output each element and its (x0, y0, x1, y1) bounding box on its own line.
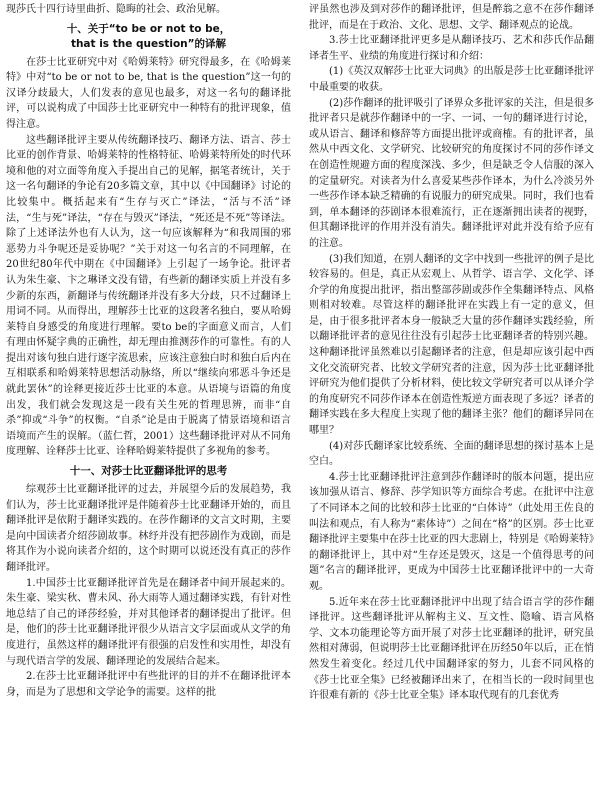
point-3-item-4: (4)对莎氏翻译家比较系统、全面的翻译思想的探讨基本上是空白。 (309, 440, 594, 468)
section-11-heading: 十一、对莎士比亚翻译批评的思考 (69, 465, 228, 478)
point-4: 4.莎士比亚翻译批评注意到莎作翻译时的版本问题，提出应该加强从语言、修辞、莎学知识等方面综合考虑。在批评中注意了不同译本之间的比较和莎士比亚的“白体诗”（此处用王佐良的叫法和观点，有人称为“素体诗”）之间在“格”的区别。莎士比亚翻译批评主要集中在莎士比亚的四大悲剧上，特别是《哈姆莱特》的翻译批评上，其中对“生存还是毁灭，这是一个值得思考的问题”名言的翻译批评，更成为中国莎士比亚翻译批评中的一大奇观。 (309, 471, 594, 592)
section-10-para-2: 这些翻译批评主要从传统翻译技巧、翻译方法、语言、莎士比亚的创作背景、哈姆莱特的性格特征、哈姆莱特所处的时代环境和他的对立面等角度入手提出自己的见解，据笔者统计，关于这一名句翻译的争论有20多篇文章，其中以《中国翻译》讨论的比较集中。概括起来有“生存与灭亡”译法，“活与不活”译法，“生与死”译法，“存在与毁灭”译法，“死还是不死”等译法。除了上述译法外也有人认为，这一句应该解释为“和我周围的邪恶势力斗争呢还是妥协呢？”关于对这一句名言的不同理解，在20世纪80年代中期在《中国翻译》上引起了一场争论。批评者认为朱生豪、卞之琳译文没有错，有些新的翻译实质上并没有多少新的东西，新翻译与传统翻译并没有多大分歧，只不过翻译上用词不同。从而得出，理解莎士比亚的这段著名独白，要从哈姆莱特自身感受的角度进行理解。要to be的字面意义而言，人们有理由怀疑字典的正确性，却无理由推测莎作的可靠性。有的人提出对该句独白进行逐字流思索，应该注意独白时和独白后内在互相联系和哈姆莱特思想活动脉络，所以“继续向邪恶斗争还是就此罢休”的诠释更接近莎士比亚的本意。从语境与语篇的角度出发，我们就会发现这是一段有关生死的哲理思辨，而非“自杀”抑或“斗争”的权衡。“自杀”论是由于脱离了情景语境和语言语境而产生的误解。（蓝仁哲，2001）这些翻译批评对从不同角度理解、诠释莎士比亚、诠释哈姆莱特提供了多视角的参考。 (6, 134, 291, 458)
left-column (6, 2, 291, 806)
point-5: 5.近年来在莎士比亚翻译批评中出现了结合语言学的莎作翻译批评。这些翻译批评从解构主义、互文性、隐喻、语言风格学、文本功能理论等方面开展了对莎士比亚翻译的批评，研究虽然相对薄弱，但说明莎士比亚翻译批评在历经50年以后，正在悄然发生着变化。经过几代中国翻译家的努力，儿套不同风格的《莎士比亚全集》已经被翻译出来了，在相当长的一段时间里也许很难有新的《莎士比亚全集》译本取代现有的几套优秀 (309, 596, 594, 702)
point-3-item-2: (2)莎作翻译的批评吸引了译界众多批评家的关注，但是很多批评者只是就莎作翻译中的一字、一词、一句的翻译进行讨论，或从语言、翻译和修辞等方面提出批评或商榷。有的批评者，虽然从中西文化、文学研究、比较研究的角度探讨不同的莎作译文在创造性规避方面的程度深浅、多少，但是缺乏令人信服的深入的定量研究。对读者为什么喜爱某些莎作译本，为什么冷淡另外一些莎作译本缺乏精确的有说服力的研究成果。同时，我们也看到，单本翻译的莎剧译本很难流行，正在逐渐拥出读者的视野，但其翻译批评的作用并没有消失。翻译批评对此并没有给予应有的注意。 (309, 97, 594, 249)
point-3-item-1: (1)《英汉双解莎士比亚大词典》的出版是莎士比亚翻译批评中最重要的收获。 (309, 66, 594, 93)
section-10-title-line1: 十、关于“to be or not to be， (66, 22, 231, 35)
section-11-para-2: 1.中国莎士比亚翻译批评首先是在翻译者中间开展起来的。朱生豪、梁实秋、曹未风、孙大雨等人通过翻译实践，有针对性地总结了自己的译莎经验，并对其他译者的翻译提出了批评。但是，他们的莎士比亚翻译批评很少从语言文字层面或从文学的角度进行，虽然这样的翻译批评有很强的启发性和实用性，却没有与现代语言学的发展、翻译理论的发展结合起来。 (6, 577, 291, 667)
section-11-para-1: 综观莎士比亚翻译批评的过去，并展望今后的发展趋势，我们认为，莎士比亚翻译批评是伴随着莎士比亚翻译开始的，而且翻译批评是依附于翻译实践的。在莎作翻译的文言文时期，主要是向中国读者介绍莎剧故事。林纾并没有把莎剧作为戏剧，而是将其作为小说向读者介绍的，这个时期可以说还没有真正的莎作翻译批评。 (6, 484, 291, 573)
section-10-title-line2: that is the question”的译解 (70, 37, 227, 50)
point-3-item-3: (3)我们知道，在别人翻译的文字中找到一些批评的例子是比较容易的。但是，真正从宏观上、从哲学、语言学、文化学、译介学的角度提出批评，指出整部莎剧或莎作全集翻译特点、风格则相对较难。尽管这样的翻译批评在实践上有一定的意义，但是，由于很多批评者本身一般缺乏大量的莎作翻译实践经验，所以翻译批评者的意见往往没有引起莎士比亚翻译者的特别兴趣。这种翻译批评虽然难以引起翻译者的注意，但是却应该引起中西文化交流研究者、比较文学研究者的注意，因为莎士比亚翻译批评研究为他们提供了分析材料，使比较文学研究者可以从译介学的角度研究不同莎作译本在创造性叛逆方面表现了多远？译者的翻译实践在多大程度上实现了他的翻译主张？他们的翻译异同在哪里？ (309, 253, 594, 437)
section-10-para-1: 在莎士比亚研究中对《哈姆莱特》研究得最多，在《哈姆莱特》中对“to be or not to be, that is the question”这一句的汉译分歧最大，人们发表的意见也最多，对这一名句的翻译批评，可以说构成了中国莎士比亚研究中一种特有的批评现象，值得注意。 (6, 56, 291, 130)
right-column (309, 2, 594, 806)
continued-paragraph: 评虽然也涉及到对莎作的翻译批评，但是醉翁之意不在莎作翻译批评，而是在于政治、文化、思想、文学、翻译观点的论战。 (309, 4, 594, 31)
section-10-heading (6, 22, 291, 52)
point-3: 3.莎士比亚翻译批评更多是从翻译技巧、艺术和莎氏作品翻译者生平、业绩的角度进行探讨和介绍： (309, 35, 594, 62)
intro-line: 现莎氏十四行诗里曲折、隐晦的社会、政治见解。 (6, 4, 226, 15)
section-11-para-3: 2.在莎士比亚翻译批评中有些批评的目的并不在翻译批评本身，而是为了思想和文学论争的需要。这样的批 (6, 671, 291, 698)
